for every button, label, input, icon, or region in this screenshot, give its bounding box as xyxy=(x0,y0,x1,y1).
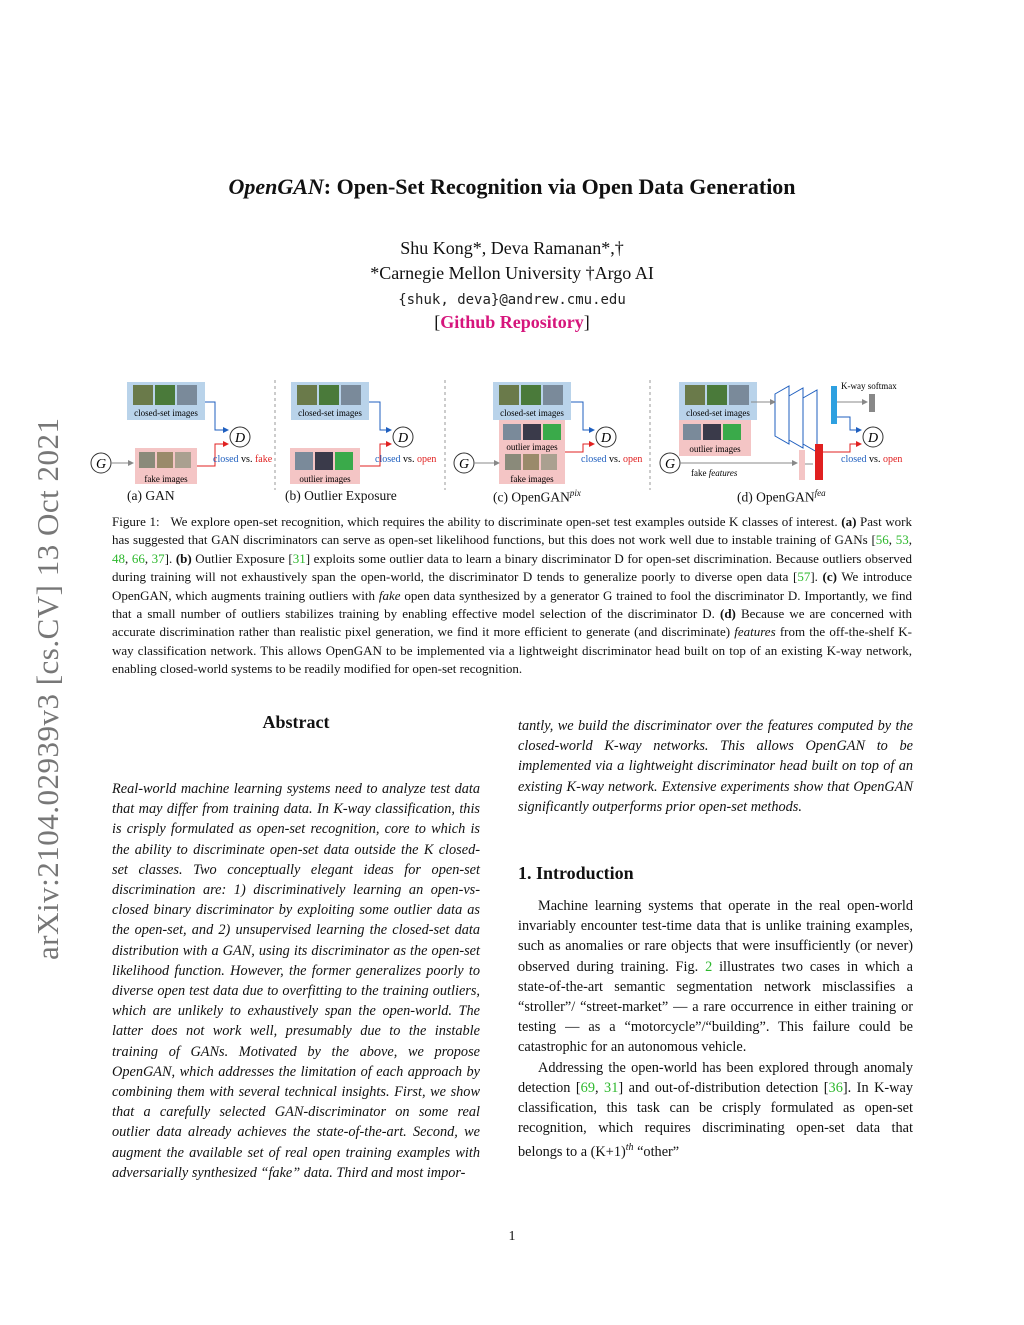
panel-c xyxy=(454,382,642,484)
svg-text:D: D xyxy=(397,431,409,446)
github-repository-link[interactable]: Github Repository xyxy=(440,312,584,332)
svg-text:closed vs. open: closed vs. open xyxy=(841,454,903,465)
abstract-heading: Abstract xyxy=(262,712,330,732)
softmax-label: K-way softmax xyxy=(841,381,897,391)
panel-d xyxy=(660,381,902,480)
title-rest: : Open-Set Recognition via Open Data Generation xyxy=(323,174,796,199)
abstract-body: Real-world machine learning systems need to analyze test data that may differ from training data. In K-way classification, this is crisply formulated as open-set recognition, core to which is the ability to discriminate open-set data outside the K closed-set classes. Two conceptually elegant ideas for open-set discrimination are: 1) discriminatively learning an open-vs-closed binary discriminator by exploiting some outlier data as the open-set, and 2) unsupervised learning the closed-set data distribution with a GAN, using its discriminator as the open-set likelihood function. However, the former generalizes poorly to diverse open test data due to overfitting to the training outliers, which are unlikely to exhaustively span the open-world. The latter does not work well, presumably due to the instable training of GANs. Motivated by the above, we propose OpenGAN, which addresses the limitation of each approach by combining them with several technical insights. First, we show that a carefully selected GAN-discriminator on some real outlier data already achieves the state-of-the-art. Second, we augment the available set of real open training examples with adversarially synthesized “fake” data. Third and most impor- xyxy=(112,781,480,1181)
svg-text:closed-set images: closed-set images xyxy=(686,408,750,418)
label-closed-set: closed-set images xyxy=(134,408,198,418)
authors: Shu Kong*, Deva Ramanan*,† xyxy=(400,238,624,258)
svg-text:outlier images: outlier images xyxy=(506,442,558,452)
subcaption-c: (c) OpenGAN$^{pix}$ xyxy=(493,488,581,505)
citation[interactable]: 56 xyxy=(875,532,889,548)
svg-text:closed-set images: closed-set images xyxy=(298,408,362,418)
left-column xyxy=(112,712,480,1183)
citation[interactable]: 31 xyxy=(604,1079,619,1096)
panel-b xyxy=(290,382,436,484)
generator-node: G xyxy=(95,457,107,472)
citation[interactable]: 53 xyxy=(895,532,909,548)
svg-text:G: G xyxy=(458,457,470,472)
svg-text:closed-set images: closed-set images xyxy=(500,408,564,418)
svg-text:D: D xyxy=(867,431,879,446)
repo-link-line: [Github Repository] xyxy=(434,312,590,332)
abstract-continued: tantly, we build the discriminator over the features computed by the closed-world K-way networks. This allows OpenGAN to be implemented via a lightweight discriminator head built on top of an existing K-way network. Extensive experiments show that OpenGAN significantly outperforms prior open-set methods. xyxy=(518,718,913,815)
svg-text:closed vs. open: closed vs. open xyxy=(375,454,437,465)
citation[interactable]: 31 xyxy=(292,550,306,566)
intro-heading: 1. Introduction xyxy=(518,863,634,884)
subcaption-b: (b) Outlier Exposure xyxy=(285,488,397,503)
svg-text:D: D xyxy=(600,431,612,446)
figure-1 xyxy=(85,372,935,508)
email: {shuk, deva}@andrew.cmu.edu xyxy=(398,292,626,308)
svg-text:outlier images: outlier images xyxy=(689,444,741,454)
svg-text:closed vs. open: closed vs. open xyxy=(581,454,643,465)
intro-paragraph-2: Addressing the open-world has been explored through anomaly detection [69, 31] and out-of-distribution detection [36]. In K-way classification, this task can be crisply formulated as open-set recognition, which requires discriminating open-set data that belongs to a $(K+1)^{th}$ “other” xyxy=(518,1059,913,1161)
svg-text:closed vs. fake: closed vs. fake xyxy=(213,454,273,465)
subcaption-a: (a) GAN xyxy=(127,488,175,503)
panel-a xyxy=(91,382,273,484)
citation[interactable]: 69 xyxy=(580,1079,595,1096)
label-fake-images: fake images xyxy=(144,474,188,484)
paper-title xyxy=(0,174,1024,200)
citation[interactable]: 48 xyxy=(112,550,125,566)
citation[interactable]: 57 xyxy=(797,569,811,585)
figure-caption: Figure 1: We explore open-set recognition, which requires the ability to discriminate open-set test examples outside K classes of interest. (a) Past work has suggested that GAN discriminators can serve as open-set likelihood functions, but this does not work well due to instable training of GANs [56, 53, 48, 66, 37]. (b) Outlier Exposure [31] exploits some outlier data to learn a binary discriminator D for open-set discrimination. Because outliers observed during training will not exhaustively span the open-world, the discriminator D tends to generalize poorly to diverse open data [57]. (c) We introduce OpenGAN, which augments training outliers with fake open data synthesized by a generator G trained to fool the discriminator D. Importantly, we find that a small number of outliers stabilizes training by enabling effective model selection of the discriminator D. (d) Because we are concerned with accurate discrimination rather than realistic pixel generation, we find it more efficient to generate (and discriminate) features from the off-the-shelf K-way classification network. This allows OpenGAN to be implemented via a lightweight discriminator head built on top of an existing K-way network, enabling closed-world systems to be readily modified for open-set recognition. xyxy=(112,514,913,677)
arxiv-stamp: arXiv:2104.02939v3 [cs.CV] 13 Oct 2021 xyxy=(30,417,65,960)
title-italic: OpenGAN xyxy=(228,174,324,199)
label-outlier-images: outlier images xyxy=(299,474,351,484)
affiliations: *Carnegie Mellon University †Argo AI xyxy=(370,263,654,283)
figure-ref[interactable]: 2 xyxy=(705,958,713,975)
svg-text:fake features: fake features xyxy=(691,468,738,478)
citation[interactable]: 37 xyxy=(151,550,165,566)
page-number: 1 xyxy=(508,1229,516,1244)
svg-text:G: G xyxy=(664,457,676,472)
svg-text:fake images: fake images xyxy=(510,474,554,484)
discriminator-node: D xyxy=(234,431,246,446)
citation[interactable]: 66 xyxy=(131,550,145,566)
intro-paragraph-1: Machine learning systems that operate in the real open-world invariably encounter test-time data that is unlike training examples, such as anomalies or rare objects that were insufficiently (or never) observed during training. Fig. 2 illustrates two cases in which a state-of-the-art semantic segmentation network misclassifies a “stroller”/ “street-market” — a rare occurrence in either training or testing — as a “motorcycle”/“building”. This failure could be catastrophic for an autonomous vehicle. xyxy=(518,898,913,1056)
subcaption-d: (d) OpenGAN$^{fea}$ xyxy=(737,488,826,505)
citation[interactable]: 36 xyxy=(828,1079,843,1096)
right-column xyxy=(518,716,913,1162)
